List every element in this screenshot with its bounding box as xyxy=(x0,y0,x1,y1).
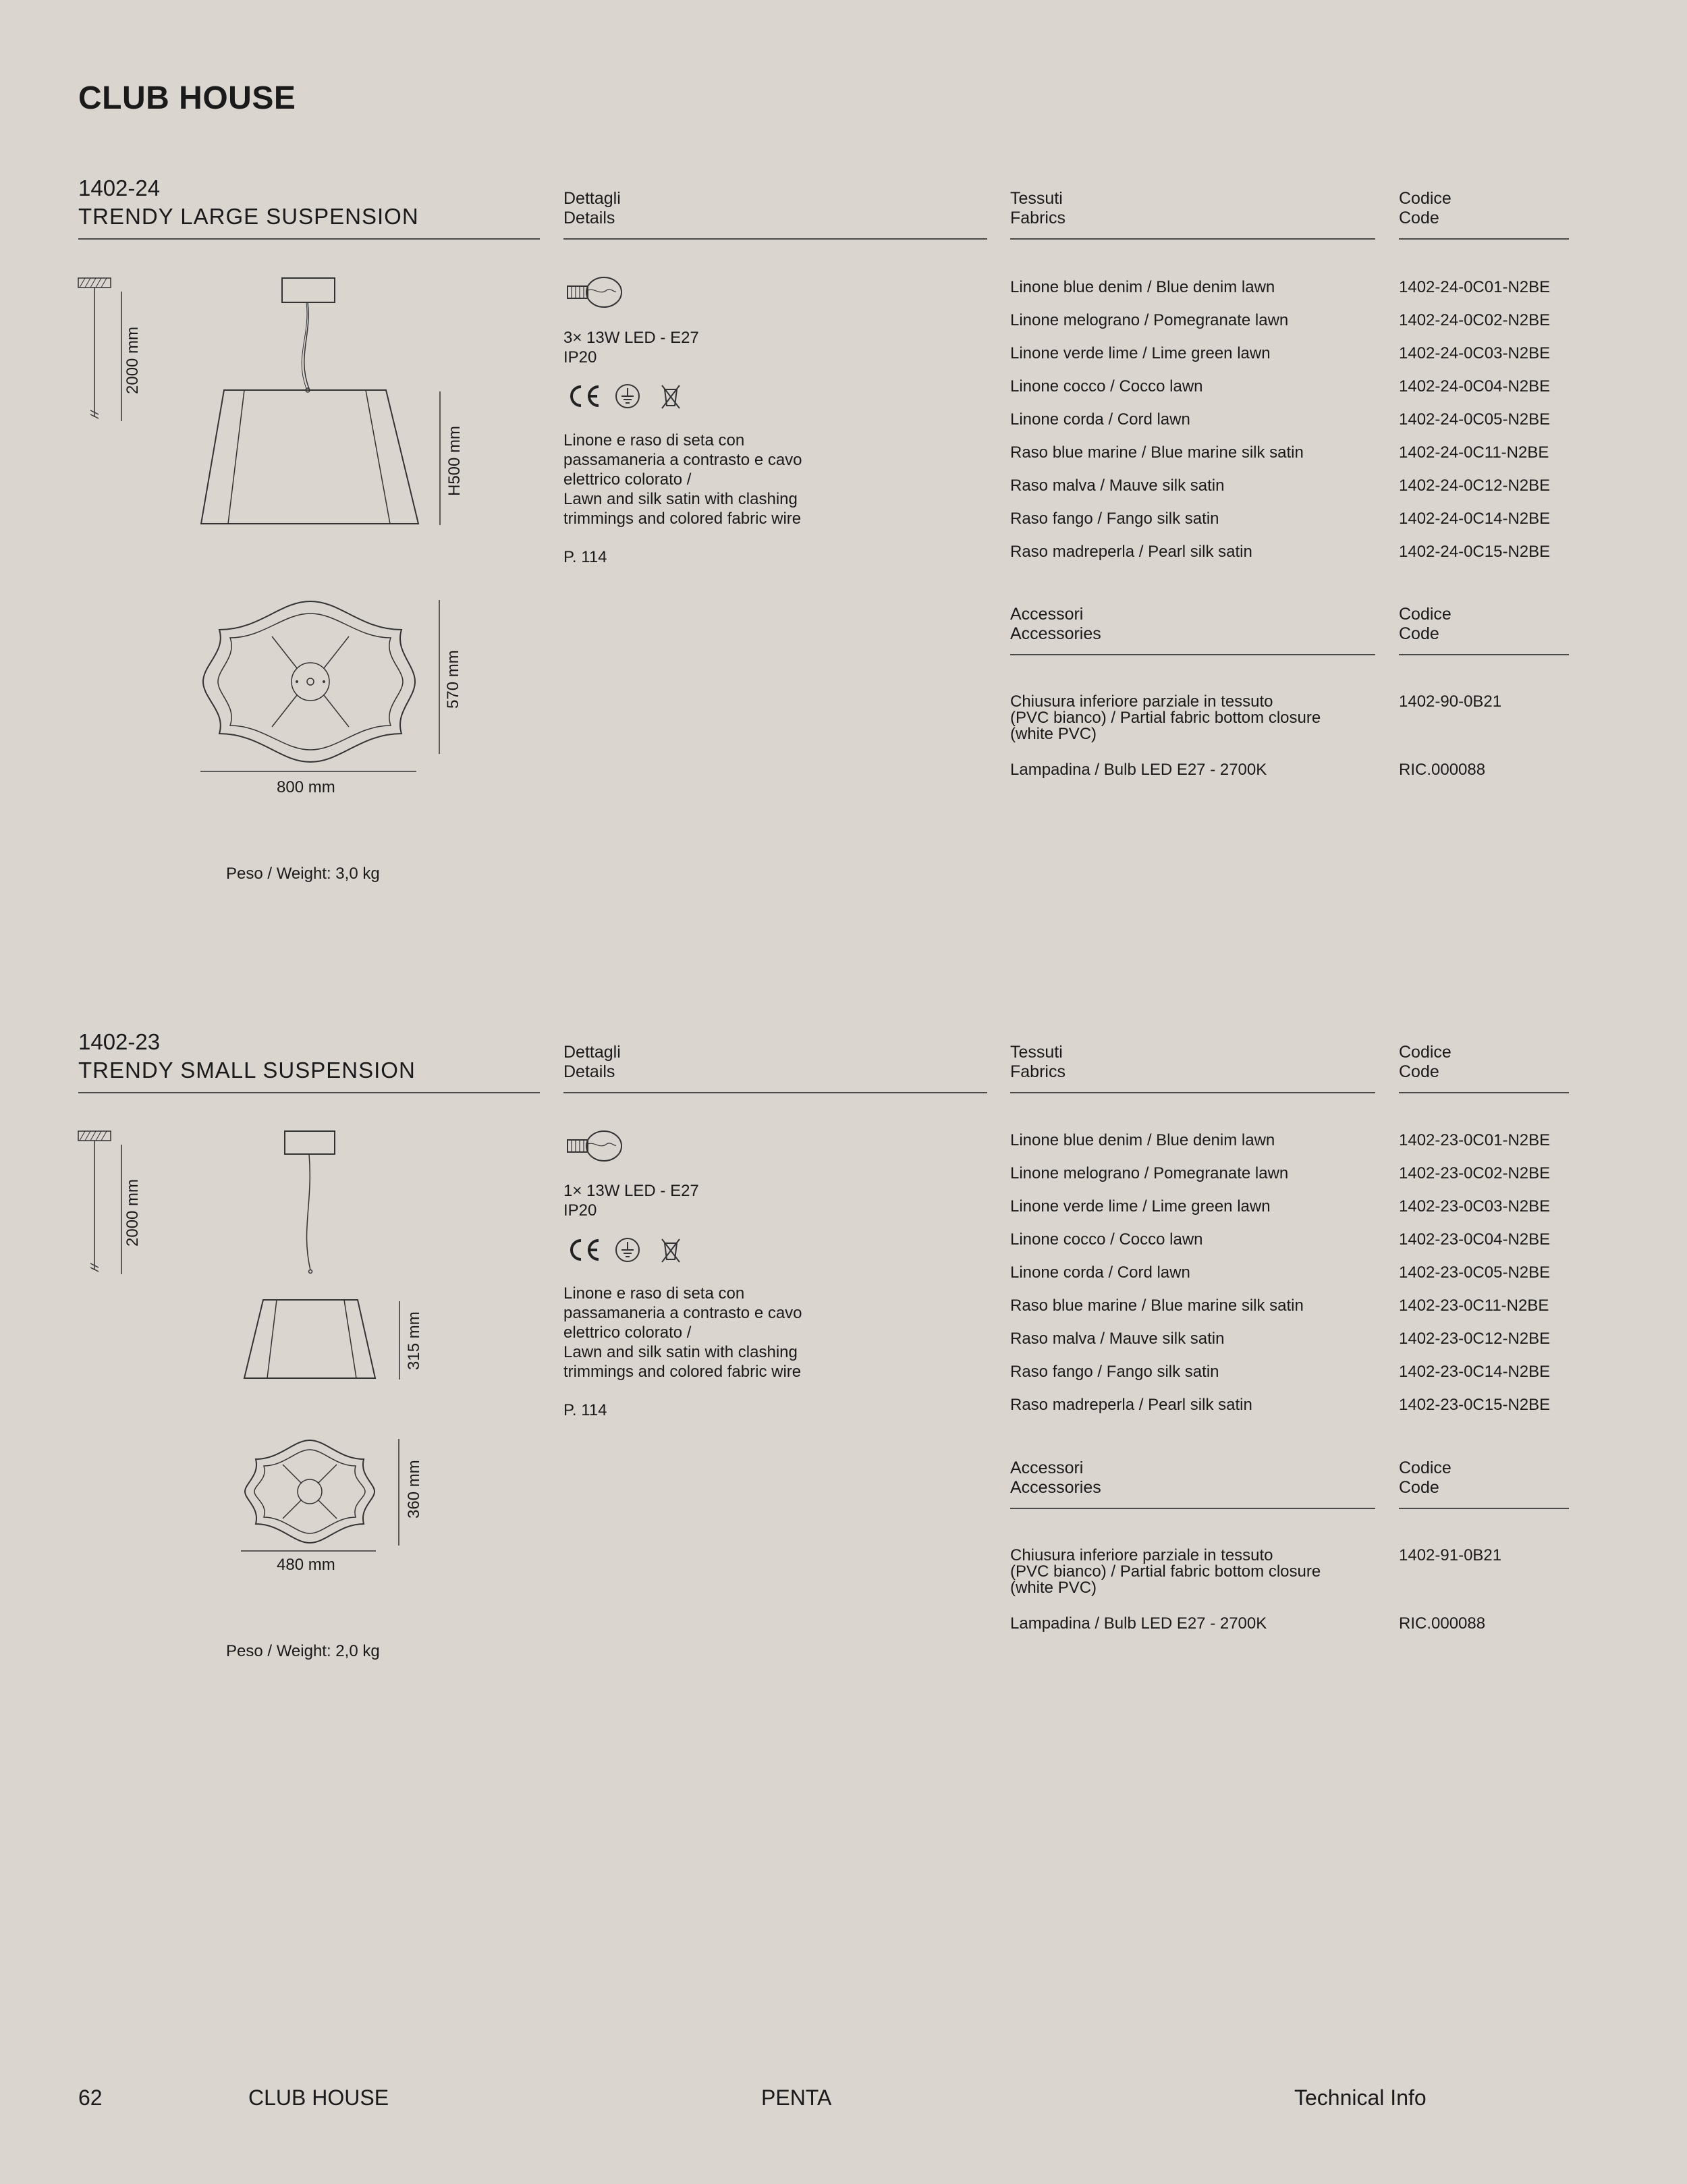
certification-icons xyxy=(563,1235,692,1265)
accessories-header-en: Accessories xyxy=(1010,624,1101,643)
fabric-name: Raso fango / Fango silk satin xyxy=(1010,510,1219,528)
lamp-front-view xyxy=(243,1128,405,1382)
fabric-name: Linone blue denim / Blue denim lawn xyxy=(1010,278,1275,296)
footer-collection: CLUB HOUSE xyxy=(248,2085,389,2110)
details-header-en: Details xyxy=(563,1062,615,1081)
description-line: passamaneria a contrasto e cavo xyxy=(563,1304,802,1322)
fabric-code: 1402-24-0C15-N2BE xyxy=(1399,543,1551,561)
divider xyxy=(1010,654,1375,655)
fabric-name: Raso blue marine / Blue marine silk satin xyxy=(1010,443,1304,462)
fabric-code: 1402-24-0C03-N2BE xyxy=(1399,344,1551,362)
dimension-height: H500 mm xyxy=(445,425,464,496)
accessory-name-line: (PVC bianco) / Partial fabric bottom closure xyxy=(1010,1562,1321,1581)
code-header-it: Codice xyxy=(1399,605,1451,624)
divider xyxy=(78,1092,540,1093)
footer-page-number: 62 xyxy=(78,2085,103,2110)
fabric-name: Raso blue marine / Blue marine silk satin xyxy=(1010,1296,1304,1315)
fabric-name: Linone cocco / Cocco lawn xyxy=(1010,377,1203,395)
divider xyxy=(563,1092,987,1093)
fabric-code: 1402-24-0C12-N2BE xyxy=(1399,476,1551,495)
fabrics-header-it: Tessuti xyxy=(1010,1043,1063,1062)
fabric-code: 1402-24-0C04-N2BE xyxy=(1399,377,1551,395)
accessory-code: 1402-90-0B21 xyxy=(1399,692,1502,711)
dimension-cable: 2000 mm xyxy=(123,1178,142,1247)
fabric-code: 1402-23-0C03-N2BE xyxy=(1399,1197,1551,1216)
accessory-name-line: Chiusura inferiore parziale in tessuto xyxy=(1010,1546,1273,1564)
page-title: CLUB HOUSE xyxy=(78,80,296,116)
fabric-code: 1402-24-0C14-N2BE xyxy=(1399,510,1551,528)
accessories-header-it: Accessori xyxy=(1010,1458,1084,1477)
description-line: Lawn and silk satin with clashing xyxy=(563,490,798,508)
page-reference: P. 114 xyxy=(563,548,607,566)
code-header-en: Code xyxy=(1399,1062,1439,1081)
details-header-it: Dettagli xyxy=(563,189,621,208)
divider xyxy=(1010,238,1375,240)
code-header-en: Code xyxy=(1399,1478,1439,1497)
fabric-code: 1402-24-0C02-N2BE xyxy=(1399,311,1551,329)
ce-mark-icon xyxy=(572,1240,599,1259)
divider xyxy=(563,238,987,240)
product-name: TRENDY SMALL SUSPENSION xyxy=(78,1058,416,1083)
divider xyxy=(1399,654,1569,655)
divider xyxy=(1399,1092,1569,1093)
details-header-en: Details xyxy=(563,209,615,227)
fabrics-header-it: Tessuti xyxy=(1010,189,1063,208)
accessory-code: RIC.000088 xyxy=(1399,761,1486,779)
dimension-depth: 570 mm xyxy=(444,650,462,709)
fabric-name: Raso fango / Fango silk satin xyxy=(1010,1363,1219,1381)
accessory-name-line: (white PVC) xyxy=(1010,725,1097,743)
weee-bin-icon xyxy=(662,1239,680,1262)
accessory-name-line: Chiusura inferiore parziale in tessuto xyxy=(1010,692,1273,711)
accessory-name-line: (PVC bianco) / Partial fabric bottom closure xyxy=(1010,709,1321,727)
fabric-code: 1402-24-0C11-N2BE xyxy=(1399,443,1549,462)
bulb-icon xyxy=(563,1129,624,1163)
weight: Peso / Weight: 3,0 kg xyxy=(226,865,380,883)
accessory-name xyxy=(1010,1548,1321,1596)
lamp-spec: 1× 13W LED - E27 xyxy=(563,1182,699,1200)
fabrics-list xyxy=(1010,277,1304,575)
fabric-name: Raso malva / Mauve silk satin xyxy=(1010,1330,1225,1348)
fabric-name: Linone corda / Cord lawn xyxy=(1010,410,1190,429)
fabrics-header-en: Fabrics xyxy=(1010,209,1066,227)
fabric-name: Raso madreperla / Pearl silk satin xyxy=(1010,1396,1252,1414)
fabric-code: 1402-23-0C15-N2BE xyxy=(1399,1396,1551,1414)
certification-icons xyxy=(563,381,692,412)
fabric-name: Raso madreperla / Pearl silk satin xyxy=(1010,543,1252,561)
divider xyxy=(1010,1508,1375,1509)
description-line: trimmings and colored fabric wire xyxy=(563,510,802,528)
description-line: elettrico colorato / xyxy=(563,470,692,489)
class-ground-icon xyxy=(616,1238,639,1261)
lamp-top-view xyxy=(240,1436,402,1551)
description-line: Linone e raso di seta con xyxy=(563,1284,745,1303)
description-line: Lawn and silk satin with clashing xyxy=(563,1343,798,1361)
description-line: elettrico colorato / xyxy=(563,1323,692,1342)
product-code: 1402-24 xyxy=(78,175,161,200)
fabric-code: 1402-23-0C12-N2BE xyxy=(1399,1330,1551,1348)
fabric-codes-list xyxy=(1399,277,1550,575)
fabric-code: 1402-23-0C01-N2BE xyxy=(1399,1131,1551,1149)
dimension-width: 800 mm xyxy=(277,778,335,796)
product-name: TRENDY LARGE SUSPENSION xyxy=(78,204,419,229)
accessory-code: 1402-91-0B21 xyxy=(1399,1546,1502,1564)
fabric-code: 1402-23-0C04-N2BE xyxy=(1399,1230,1551,1249)
fabric-code: 1402-23-0C02-N2BE xyxy=(1399,1164,1551,1182)
footer-section: Technical Info xyxy=(1294,2085,1427,2110)
bulb-icon xyxy=(563,275,624,309)
code-header-it: Codice xyxy=(1399,1043,1451,1062)
dimension-width: 480 mm xyxy=(277,1556,335,1574)
fabric-name: Linone verde lime / Lime green lawn xyxy=(1010,344,1271,362)
lamp-spec: 3× 13W LED - E27 xyxy=(563,329,699,347)
lamp-top-view xyxy=(199,597,442,776)
fabric-code: 1402-24-0C01-N2BE xyxy=(1399,278,1551,296)
divider xyxy=(1399,238,1569,240)
code-header-it: Codice xyxy=(1399,1458,1451,1477)
description-line: passamaneria a contrasto e cavo xyxy=(563,451,802,469)
weee-bin-icon xyxy=(662,385,680,408)
code-header-it: Codice xyxy=(1399,189,1451,208)
page-reference: P. 114 xyxy=(563,1401,607,1419)
fabric-codes-list xyxy=(1399,1130,1550,1428)
fabric-code: 1402-23-0C11-N2BE xyxy=(1399,1296,1549,1315)
cable-length-drawing xyxy=(77,1128,117,1280)
accessory-name: Lampadina / Bulb LED E27 - 2700K xyxy=(1010,1614,1267,1633)
ip-rating: IP20 xyxy=(563,348,597,366)
fabric-name: Linone cocco / Cocco lawn xyxy=(1010,1230,1203,1249)
class-ground-icon xyxy=(616,385,639,408)
details-header-it: Dettagli xyxy=(563,1043,621,1062)
ip-rating: IP20 xyxy=(563,1201,597,1220)
code-header-en: Code xyxy=(1399,209,1439,227)
fabric-code: 1402-23-0C14-N2BE xyxy=(1399,1363,1551,1381)
accessories-header-en: Accessories xyxy=(1010,1478,1101,1497)
fabric-code: 1402-24-0C05-N2BE xyxy=(1399,410,1551,429)
fabric-code: 1402-23-0C05-N2BE xyxy=(1399,1263,1551,1282)
accessory-name: Lampadina / Bulb LED E27 - 2700K xyxy=(1010,761,1267,779)
description-line: Linone e raso di seta con xyxy=(563,431,745,449)
dimension-depth: 360 mm xyxy=(405,1460,423,1519)
accessory-name xyxy=(1010,694,1321,742)
ce-mark-icon xyxy=(572,387,599,406)
product-code: 1402-23 xyxy=(78,1029,161,1054)
accessory-name-line: (white PVC) xyxy=(1010,1579,1097,1597)
footer-brand: PENTA xyxy=(761,2085,832,2110)
fabric-name: Linone blue denim / Blue denim lawn xyxy=(1010,1131,1275,1149)
dimension-cable: 2000 mm xyxy=(123,326,142,394)
cable-length-drawing xyxy=(77,275,117,427)
accessories-header-it: Accessori xyxy=(1010,605,1084,624)
code-header-en: Code xyxy=(1399,624,1439,643)
weight: Peso / Weight: 2,0 kg xyxy=(226,1642,380,1660)
fabrics-header-en: Fabrics xyxy=(1010,1062,1066,1081)
lamp-front-view xyxy=(196,275,425,532)
dimension-height: 315 mm xyxy=(405,1311,423,1370)
description-line: trimmings and colored fabric wire xyxy=(563,1363,802,1381)
divider xyxy=(1399,1508,1569,1509)
fabric-name: Raso malva / Mauve silk satin xyxy=(1010,476,1225,495)
fabric-name: Linone verde lime / Lime green lawn xyxy=(1010,1197,1271,1216)
fabrics-list xyxy=(1010,1130,1304,1428)
fabric-name: Linone melograno / Pomegranate lawn xyxy=(1010,1164,1289,1182)
fabric-name: Linone melograno / Pomegranate lawn xyxy=(1010,311,1289,329)
fabric-name: Linone corda / Cord lawn xyxy=(1010,1263,1190,1282)
divider xyxy=(78,238,540,240)
divider xyxy=(1010,1092,1375,1093)
accessory-code: RIC.000088 xyxy=(1399,1614,1486,1633)
